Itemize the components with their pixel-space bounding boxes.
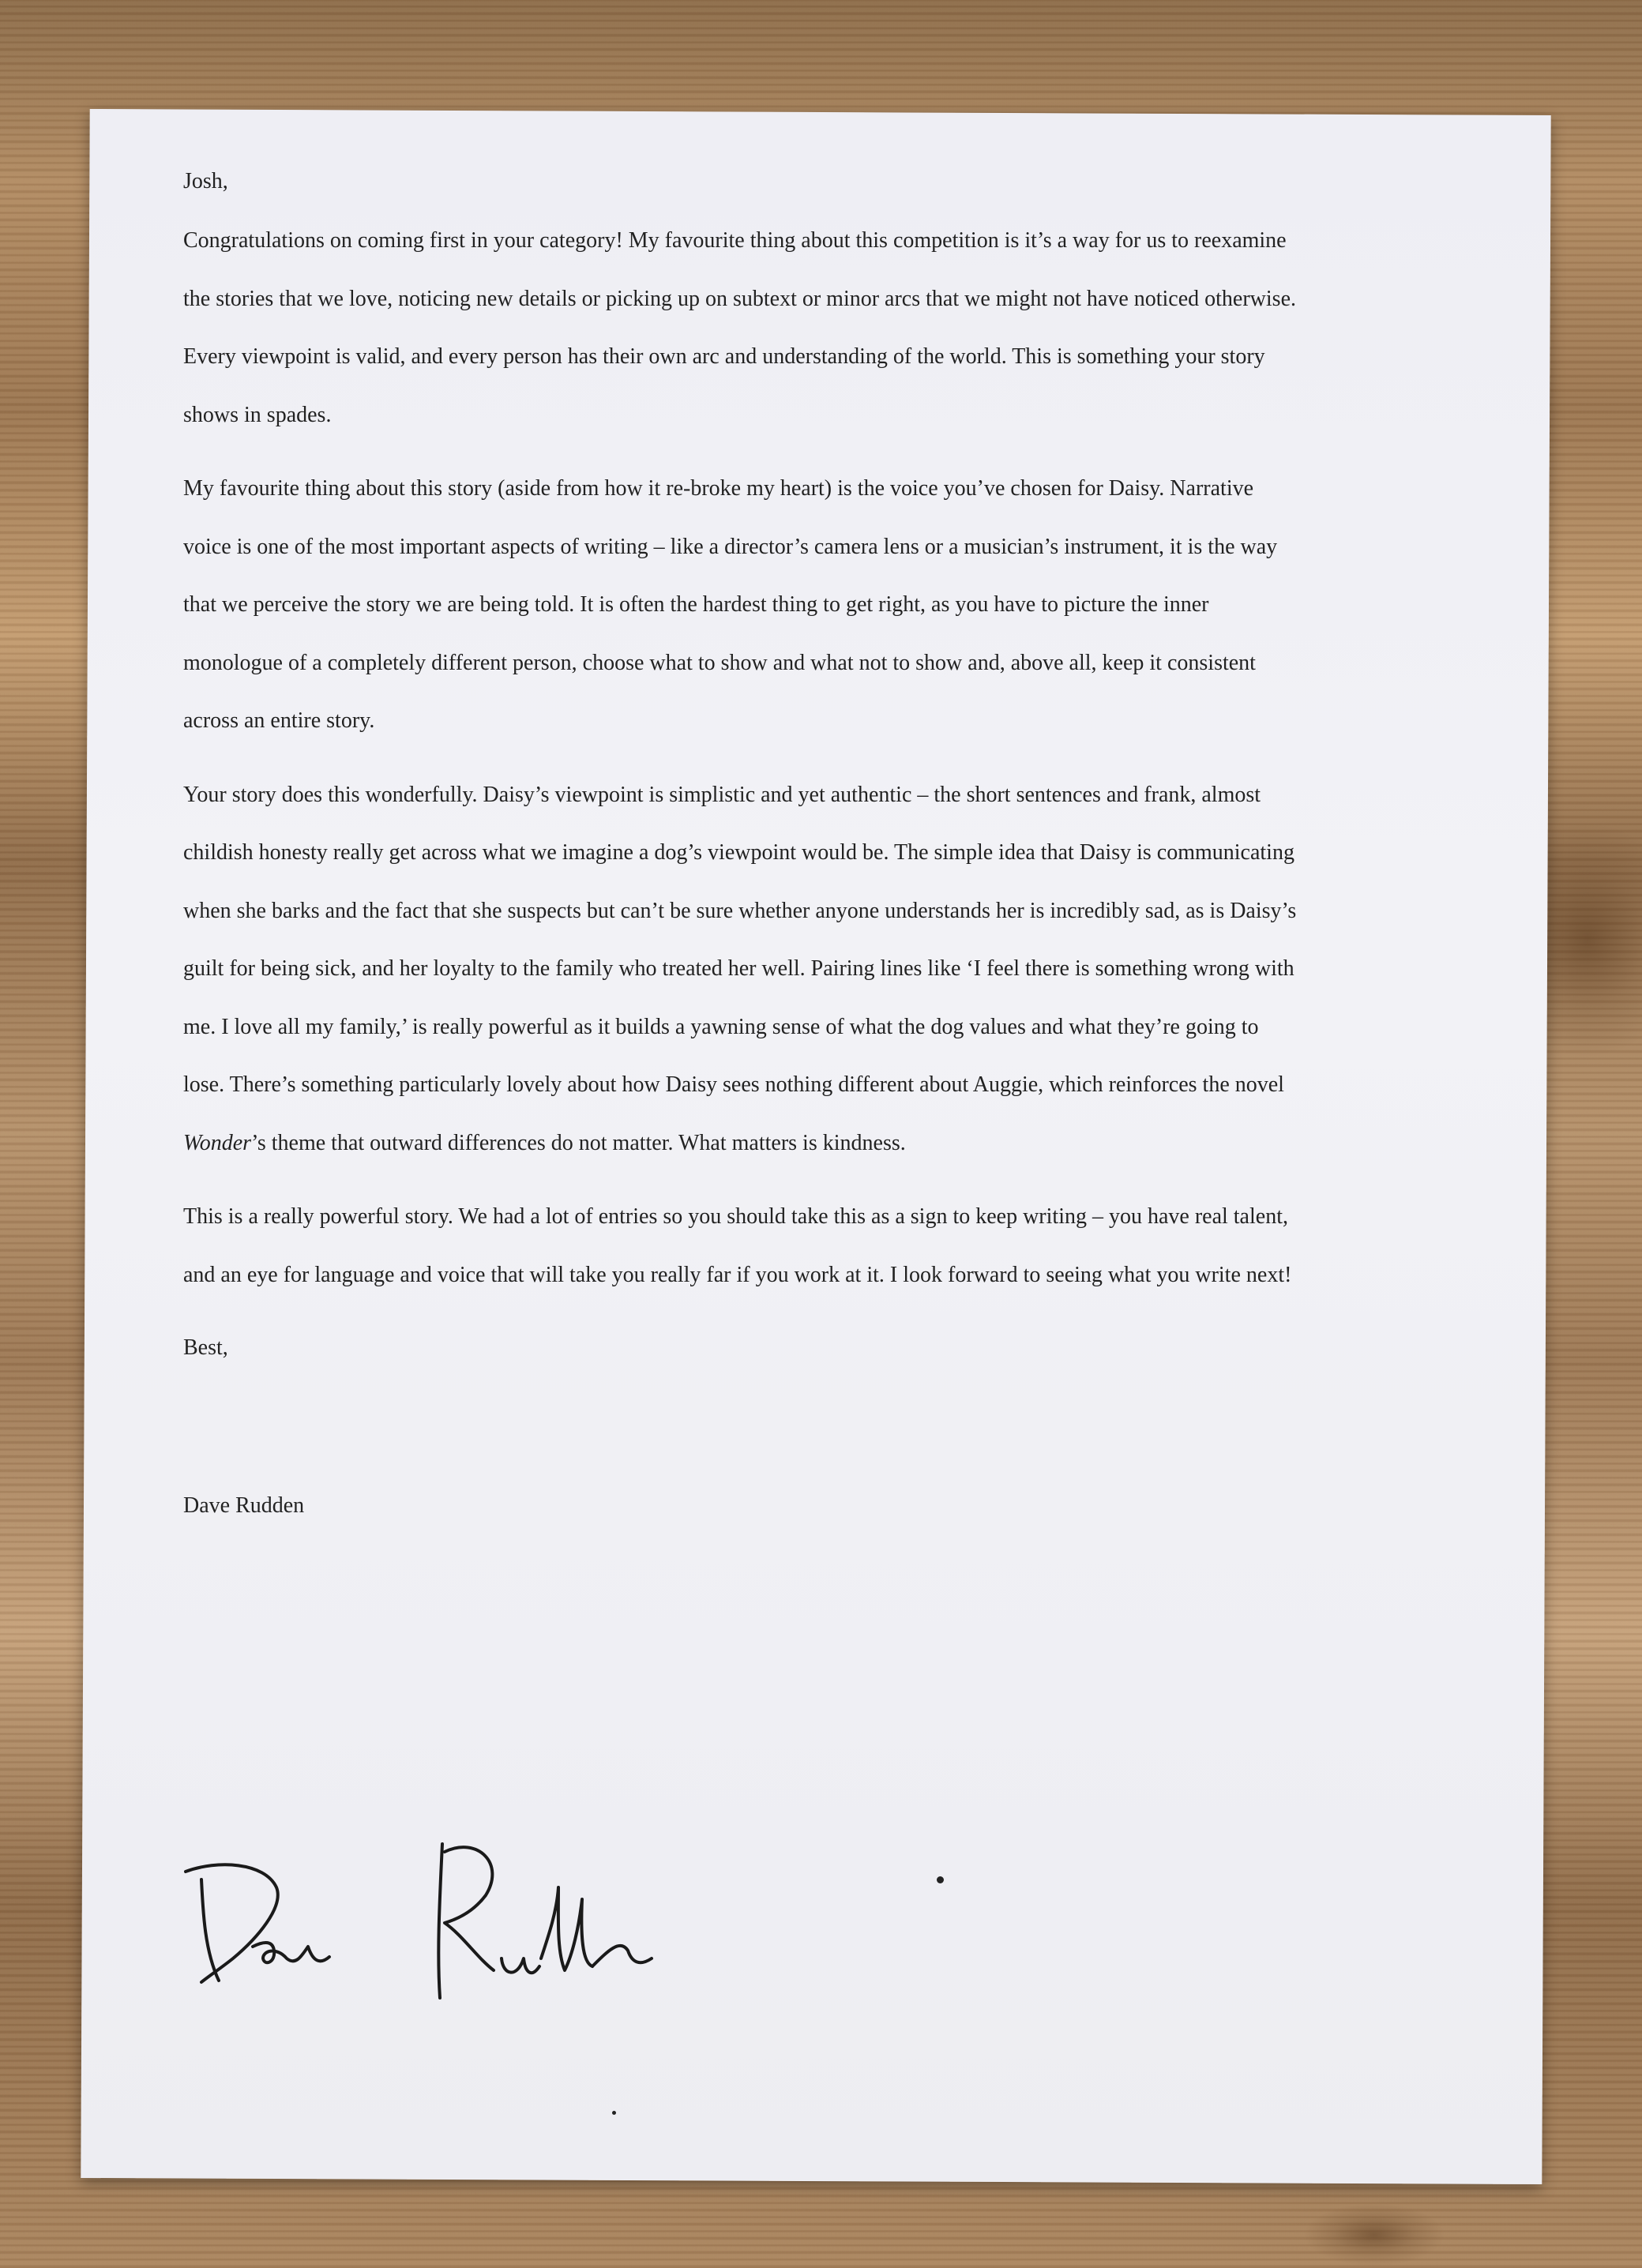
- paragraph-3-part-2: ’s theme that outward differences do not matter. What matters is kindness.: [251, 1130, 906, 1155]
- handwritten-signature: [146, 1769, 667, 2037]
- paragraph-3: [183, 766, 1297, 1173]
- signer-name: Dave Rudden: [183, 1493, 305, 1518]
- book-title: Wonder: [183, 1130, 252, 1155]
- ink-speck: [612, 2111, 616, 2115]
- letter-body: [183, 158, 1297, 1530]
- paragraph-4: This is a really powerful story. We had a lot of entries so you should take this as a sign to keep writing – you have real talent, and an eye for language and voice that will take you really far if you work at it. I look forward to seeing what you write next!: [183, 1204, 1292, 1287]
- paragraph-2: My favourite thing about this story (aside from how it re-broke my heart) is the voice you’ve chosen for Daisy. Narrative voice is one of the most important aspects of writing – like a director’s camera lens or a musician’s instrument, it is the way that we perceive the story we are being told. It is often the hardest thing to get right, as you have to picture the inner monologue of a completely different person, choose what to show and what not to show and, above all, keep it consistent across an entire story.: [183, 476, 1278, 733]
- wood-knot: [1303, 2203, 1445, 2266]
- salutation: Josh,: [183, 169, 228, 193]
- paragraph-3-part-1: Your story does this wonderfully. Daisy’s viewpoint is simplistic and yet authentic – the short sentences and frank, almost childish honesty really get across what we imagine a dog’s viewpoint would be. The simple idea that Daisy is communicating when she barks and the fact that she suspects but can’t be sure whether anyone understands her is incredibly sad, as is Daisy’s guilt for being sick, and her loyalty to the family who treated her well. Pairing lines like ‘I feel there is something wrong with me. I love all my family,’ is really powerful as it builds a yawning sense of what the dog values and what they’re going to lose. There’s something particularly lovely about how Daisy sees nothing different about Auggie, which reinforces the novel: [183, 782, 1297, 1097]
- paragraph-1: Congratulations on coming first in your category! My favourite thing about this competition is it’s a way for us to reexamine the stories that we love, noticing new details or picking up on subtext or minor arcs that we might not have noticed otherwise. Every viewpoint is valid, and every person has their own arc and understanding of the world. This is something your story shows in spades.: [183, 228, 1297, 427]
- closing: Best,: [183, 1335, 228, 1360]
- ink-dot: [937, 1876, 944, 1883]
